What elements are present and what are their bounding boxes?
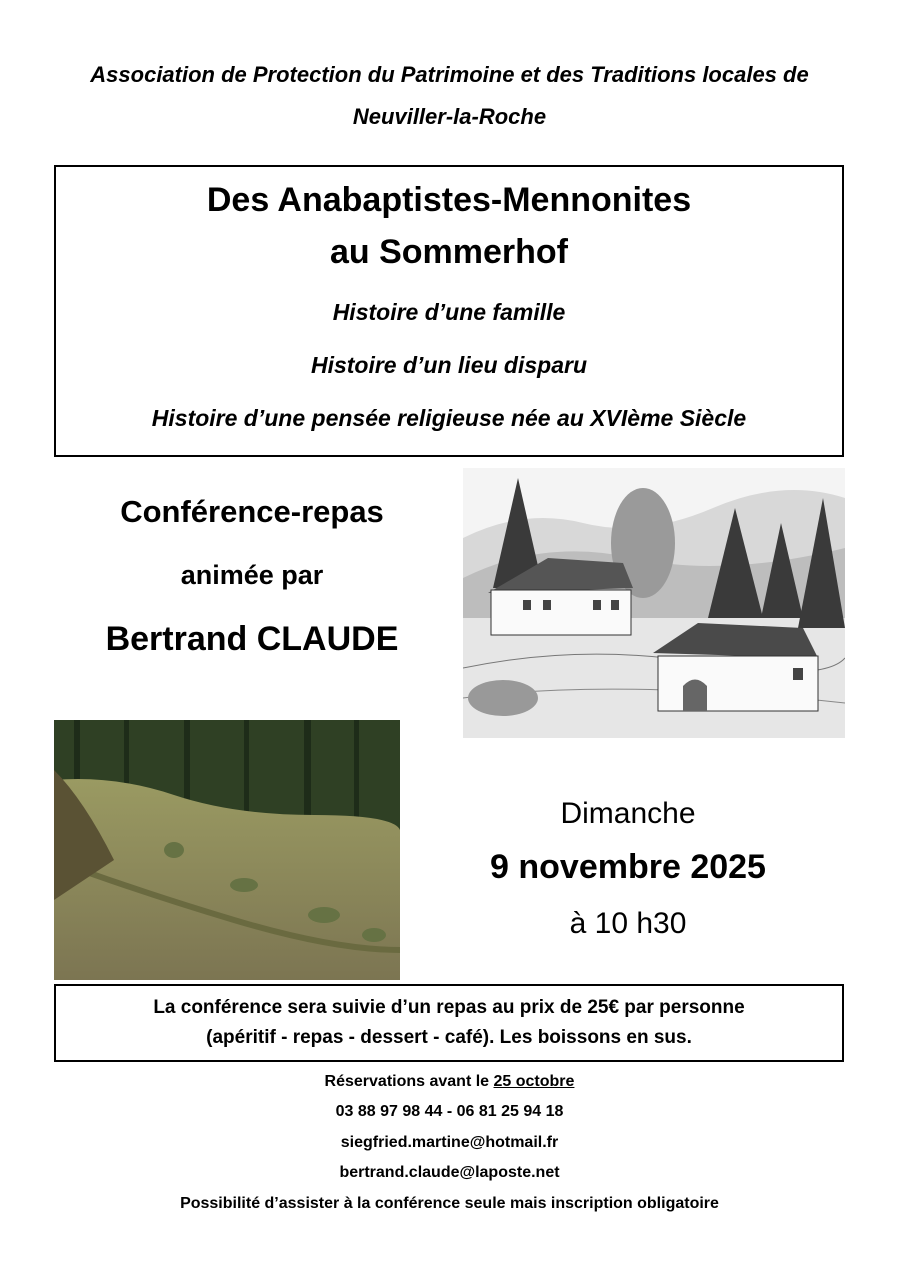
speaker-name: Bertrand CLAUDE [105, 620, 399, 658]
subtitle-3: Histoire d’une pensée religieuse née au XVIème Siècle [151, 405, 747, 431]
subtitle-1: Histoire d’une famille [332, 299, 566, 325]
conference-hosted-by: animée par [180, 560, 324, 590]
association-name-line1: Association de Protection du Patrimoine et des Traditions locales de [90, 62, 809, 87]
conference-type: Conférence-repas [120, 494, 384, 529]
title-box [54, 165, 844, 457]
subtitle-2: Histoire d’un lieu disparu [310, 352, 588, 378]
event-date: 9 novembre 2025 [490, 848, 766, 886]
reservation-deadline [0, 1073, 899, 1091]
phone-numbers: 03 88 97 98 44 - 06 81 25 94 18 [335, 1103, 564, 1120]
email-link-2[interactable]: bertrand.claude@laposte.net [339, 1164, 560, 1181]
meal-info-box [54, 984, 844, 1062]
event-time: à 10 h30 [569, 907, 687, 940]
registration-note: Possibilité d’assister à la conférence seule mais inscription obligatoire [180, 1195, 719, 1212]
title-line2: au Sommerhof [329, 233, 569, 271]
event-day: Dimanche [560, 797, 696, 830]
reservation-deadline-date: 25 octobre [493, 1073, 575, 1090]
meal-info-line1: La conférence sera suivie d’un repas au prix de 25€ par personne [153, 997, 745, 1018]
email-link-1[interactable]: siegfried.martine@hotmail.fr [340, 1134, 559, 1151]
association-name-line2: Neuviller-la-Roche [352, 104, 547, 129]
title-line1: Des Anabaptistes-Mennonites [206, 181, 692, 219]
meal-info-line2: (apéritif - repas - dessert - café). Les boissons en sus. [206, 1027, 692, 1048]
forest-photo-image [54, 720, 400, 980]
reservation-prefix: Réservations avant le [324, 1073, 494, 1090]
sketch-drawing-image [463, 468, 845, 738]
